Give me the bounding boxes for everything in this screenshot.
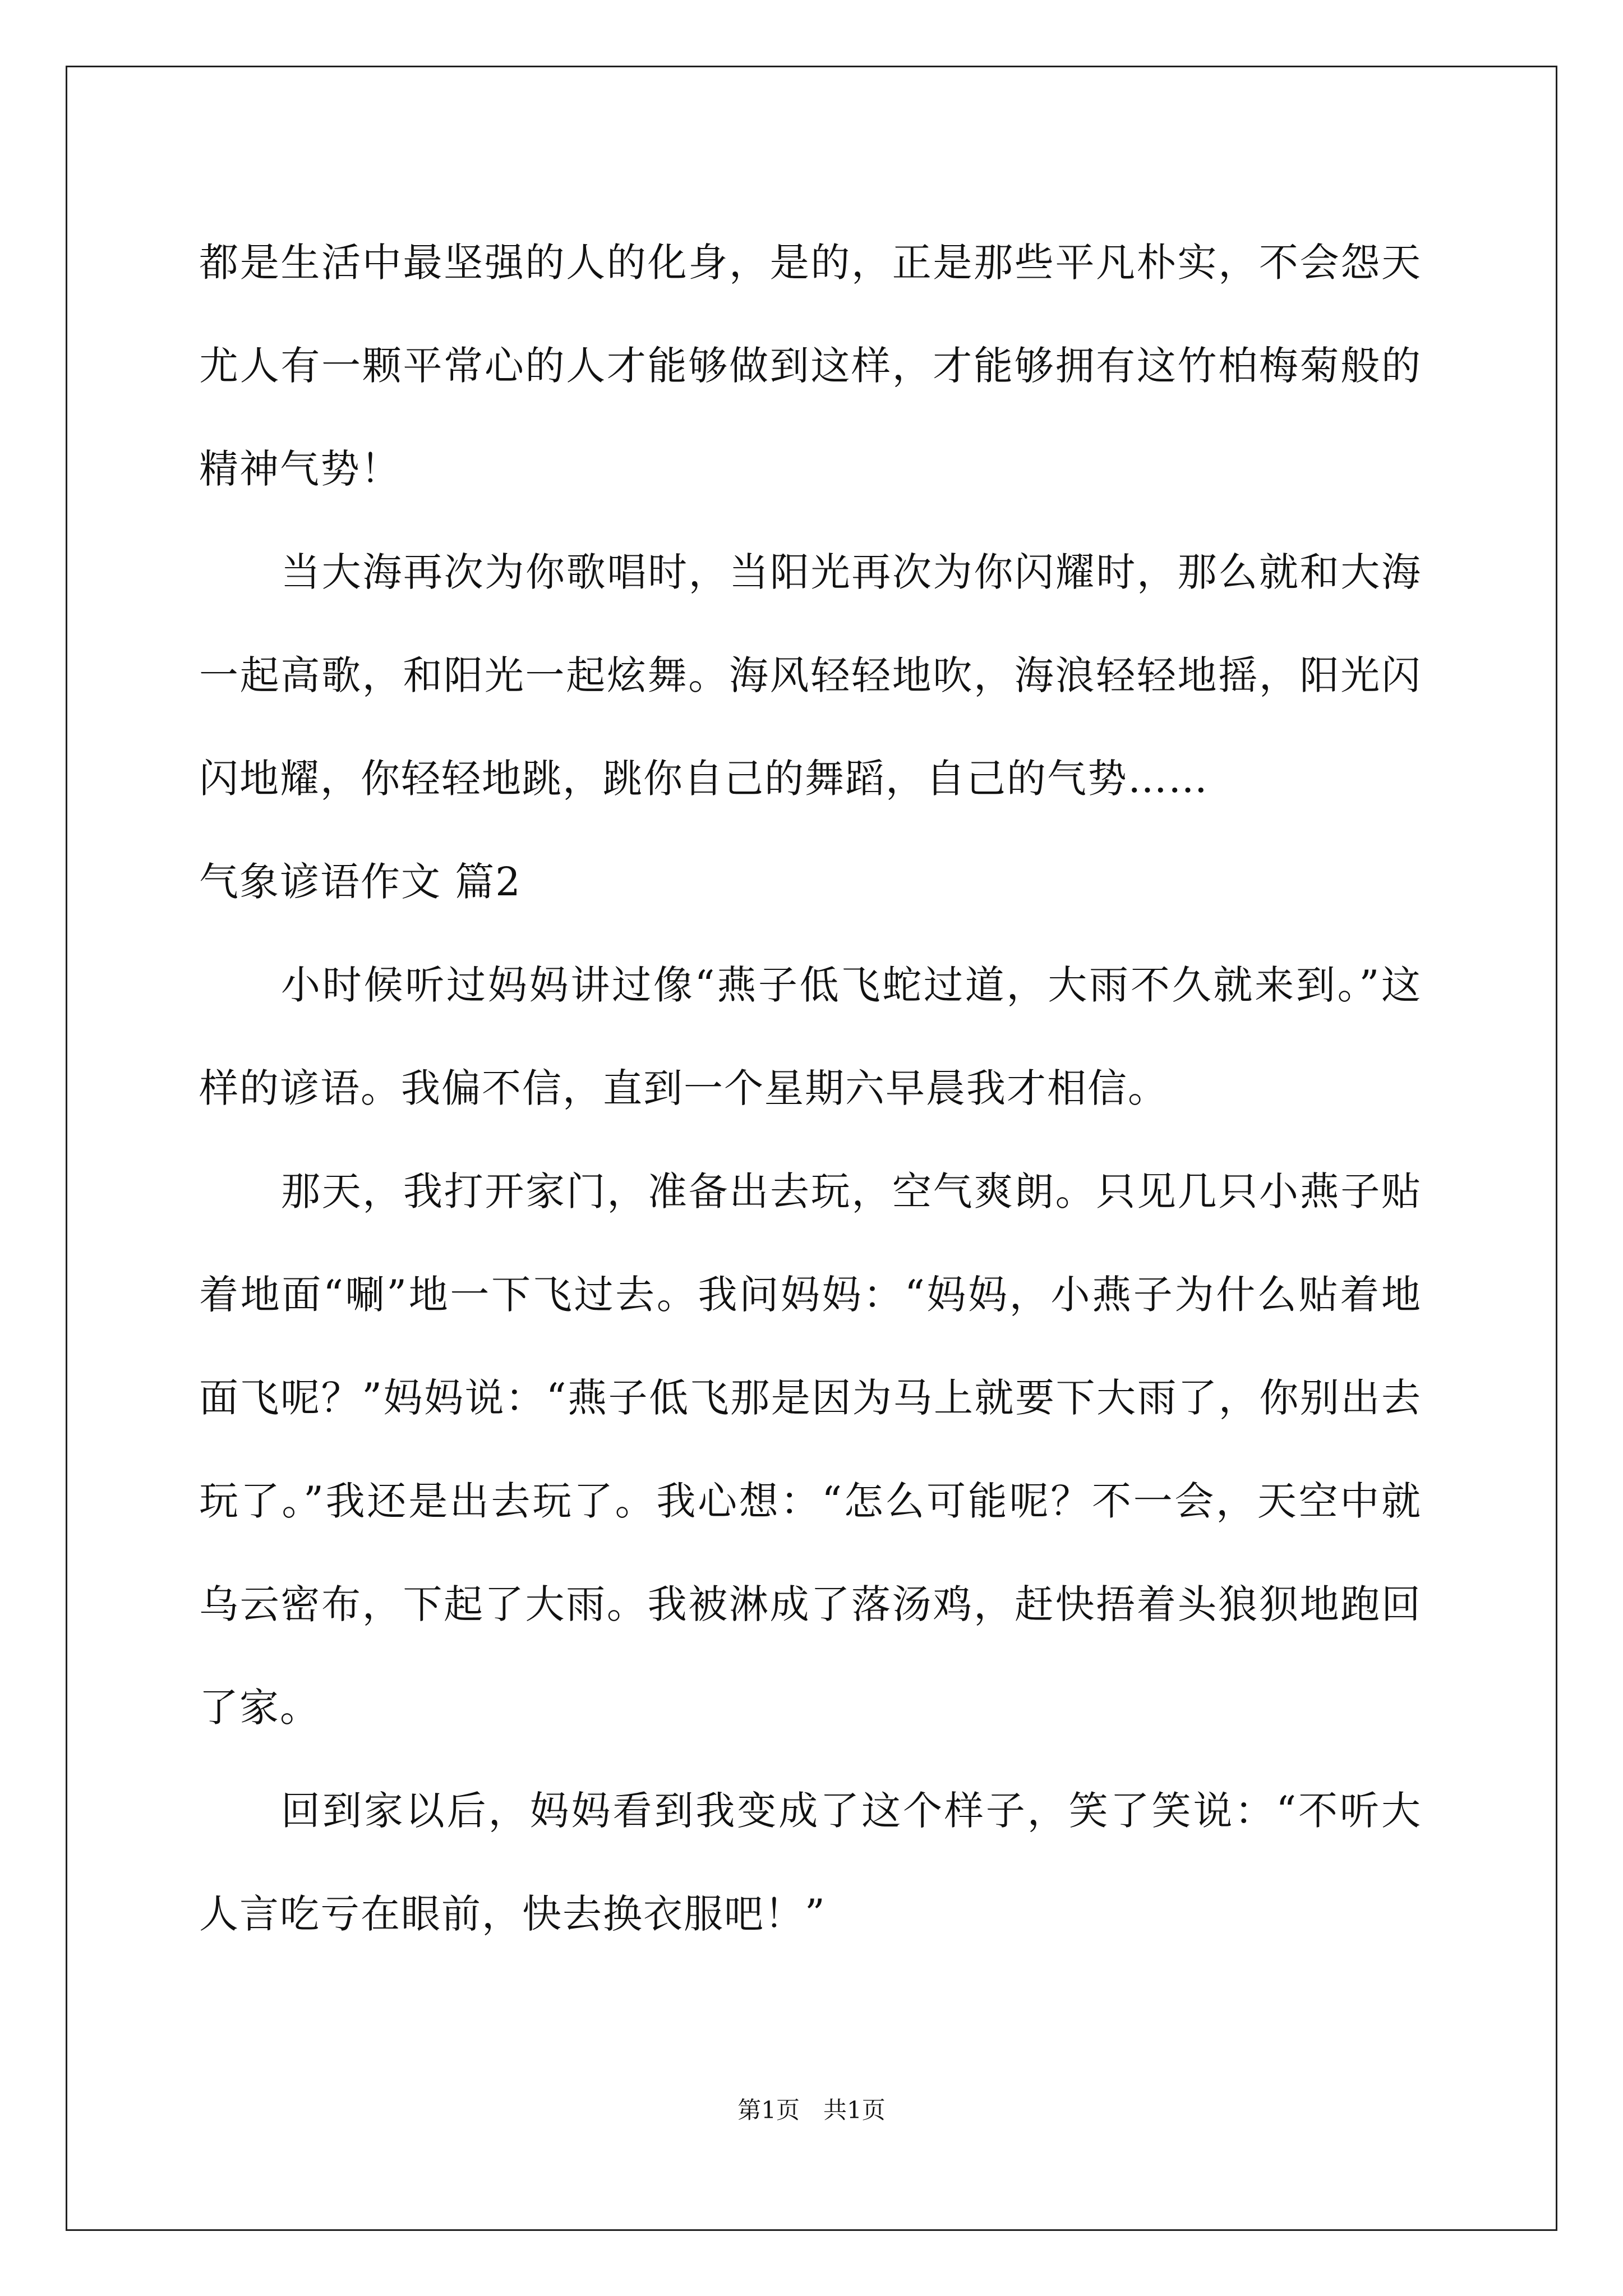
paragraph-swallows: 那天，我打开家门，准备出去玩，空气爽朗。只见几只小燕子贴着地面“唰”地一下飞过去。我问妈妈：“妈妈，小燕子为什么贴着地面飞呢？”妈妈说：“燕子低飞那是因为马上就要下大雨了，你别出去玩了。”我还是出去玩了。我心想：“怎么可能呢？不一会，天空中就乌云密布，下起了大雨。我被淋成了落汤鸡，赶快捂着头狼狈地跑回了家。 xyxy=(199,1168,1422,1731)
paragraph-continued: 都是生活中最坚强的人的化身，是的，正是那些平凡朴实，不会怨天尤人有一颗平常心的人才能够做到这样，才能够拥有这竹柏梅菊般的精神气势！ xyxy=(199,240,1422,492)
paragraph-proverb: 小时候听过妈妈讲过像“燕子低飞蛇过道，大雨不久就来到。”这样的谚语。我偏不信，直到一个星期六早晨我才相信。 xyxy=(199,962,1422,1111)
paragraph-sea: 当大海再次为你歌唱时，当阳光再次为你闪耀时，那么就和大海一起高歌，和阳光一起炫舞。海风轻轻地吹，海浪轻轻地摇，阳光闪闪地耀，你轻轻地跳，跳你自己的舞蹈，自己的气势…… xyxy=(199,549,1422,802)
document-body xyxy=(199,211,1422,1966)
page-number-footer: 第1页 共1页 xyxy=(737,2096,886,2124)
section-heading: 气象谚语作文 篇2 xyxy=(199,859,522,905)
paragraph-ending: 回到家以后，妈妈看到我变成了这个样子，笑了笑说：“不听大人言吃亏在眼前，快去换衣服吧！” xyxy=(199,1788,1422,1937)
